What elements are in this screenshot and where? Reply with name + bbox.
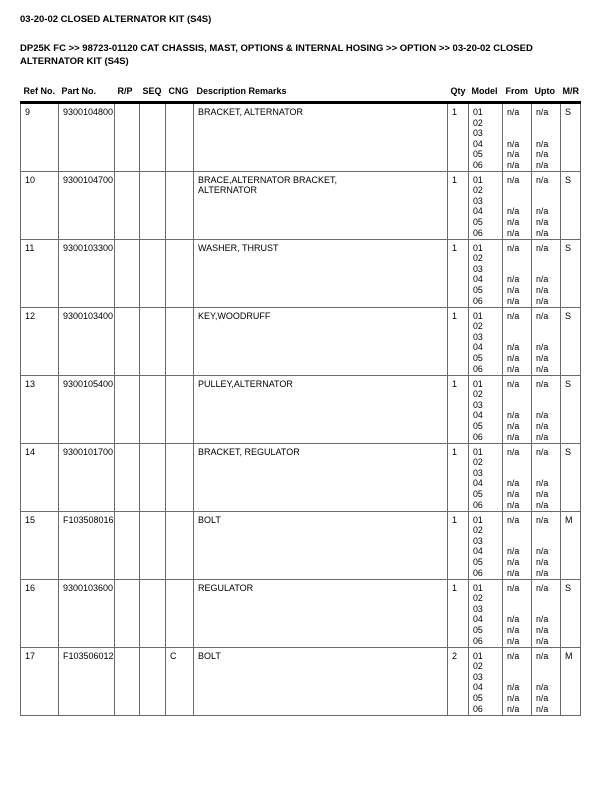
parts-table bbox=[20, 86, 581, 716]
column-header-part-no: Part No. bbox=[59, 86, 115, 103]
upto-value bbox=[536, 118, 559, 129]
mr-cell: S bbox=[561, 443, 581, 511]
rp-cell bbox=[115, 647, 140, 715]
qty-cell: 1 bbox=[448, 103, 469, 172]
model-value: 04 bbox=[473, 274, 483, 285]
description-cell bbox=[194, 239, 448, 307]
column-header-from: From bbox=[503, 86, 532, 103]
description-line: WASHER, THRUST bbox=[198, 242, 279, 253]
description-line: BOLT bbox=[198, 650, 221, 661]
upto-value: n/a bbox=[536, 274, 549, 285]
rp-cell bbox=[115, 307, 140, 375]
ref-no-cell: 15 bbox=[21, 511, 59, 579]
model-value: 04 bbox=[473, 206, 483, 217]
from-value: n/a bbox=[507, 499, 520, 510]
from-value bbox=[507, 128, 530, 139]
description-line: REGULATOR bbox=[198, 582, 254, 593]
cng-cell bbox=[166, 103, 194, 172]
model-value: 03 bbox=[473, 399, 483, 410]
upto-value bbox=[536, 593, 559, 604]
mr-cell: S bbox=[561, 171, 581, 239]
from-cell bbox=[503, 579, 532, 647]
seq-cell bbox=[140, 579, 166, 647]
part-no-cell: F103508016 bbox=[59, 511, 115, 579]
part-no-cell: F103506012 bbox=[59, 647, 115, 715]
rp-cell bbox=[115, 239, 140, 307]
upto-value: n/a bbox=[536, 682, 549, 693]
model-value: 03 bbox=[473, 603, 483, 614]
rp-cell bbox=[115, 375, 140, 443]
qty-cell: 1 bbox=[448, 239, 469, 307]
model-value: 03 bbox=[473, 128, 483, 139]
seq-cell bbox=[140, 239, 166, 307]
from-value: n/a bbox=[507, 478, 520, 489]
from-value: n/a bbox=[507, 342, 520, 353]
model-value: 03 bbox=[473, 263, 483, 274]
from-value bbox=[507, 118, 530, 129]
upto-cell bbox=[532, 239, 561, 307]
from-value bbox=[507, 389, 530, 400]
model-value: 01 bbox=[473, 242, 483, 253]
qty-cell: 1 bbox=[448, 307, 469, 375]
table-row bbox=[21, 443, 581, 511]
model-value: 06 bbox=[473, 567, 483, 578]
upto-value: n/a bbox=[536, 227, 549, 238]
table-body bbox=[21, 103, 581, 716]
cng-cell bbox=[166, 239, 194, 307]
model-cell bbox=[469, 103, 503, 172]
upto-value bbox=[536, 672, 559, 683]
from-value: n/a bbox=[507, 284, 520, 295]
from-value bbox=[507, 332, 530, 343]
model-value: 04 bbox=[473, 682, 483, 693]
from-value: n/a bbox=[507, 216, 520, 227]
description-line: BRACKET, ALTERNATOR bbox=[198, 107, 304, 117]
upto-value bbox=[536, 457, 559, 468]
model-value: 06 bbox=[473, 635, 483, 646]
model-value: 02 bbox=[473, 253, 483, 264]
table-row bbox=[21, 647, 581, 715]
from-value: n/a bbox=[507, 514, 520, 525]
description-cell bbox=[194, 307, 448, 375]
model-value: 06 bbox=[473, 431, 483, 442]
from-value bbox=[507, 604, 530, 615]
from-value bbox=[507, 525, 530, 536]
upto-cell bbox=[532, 375, 561, 443]
upto-value: n/a bbox=[536, 284, 549, 295]
from-value: n/a bbox=[507, 703, 520, 714]
seq-cell bbox=[140, 443, 166, 511]
ref-no-cell: 12 bbox=[21, 307, 59, 375]
from-cell bbox=[503, 443, 532, 511]
upto-value: n/a bbox=[536, 159, 549, 170]
model-value: 02 bbox=[473, 661, 483, 672]
from-value bbox=[507, 400, 530, 411]
upto-value bbox=[536, 604, 559, 615]
model-value: 06 bbox=[473, 227, 483, 238]
model-cell bbox=[469, 239, 503, 307]
model-value: 06 bbox=[473, 499, 483, 510]
upto-value: n/a bbox=[536, 410, 549, 421]
from-value: n/a bbox=[507, 107, 520, 117]
table-header-row bbox=[21, 86, 581, 103]
upto-value: n/a bbox=[536, 342, 549, 353]
description-line: BRACE,ALTERNATOR BRACKET, bbox=[198, 174, 338, 185]
column-header-model: Model bbox=[469, 86, 503, 103]
rp-cell bbox=[115, 511, 140, 579]
model-value: 03 bbox=[473, 467, 483, 478]
from-value bbox=[507, 457, 530, 468]
from-value: n/a bbox=[507, 614, 520, 625]
upto-value: n/a bbox=[536, 431, 549, 442]
model-value: 04 bbox=[473, 546, 483, 557]
description-line: PULLEY,ALTERNATOR bbox=[198, 378, 293, 389]
model-cell bbox=[469, 647, 503, 715]
from-value: n/a bbox=[507, 692, 520, 703]
page-title: 03-20-02 CLOSED ALTERNATOR KIT (S4S) bbox=[20, 14, 212, 25]
upto-value bbox=[536, 389, 559, 400]
qty-cell: 1 bbox=[448, 579, 469, 647]
column-header-upto: Upto bbox=[532, 86, 561, 103]
ref-no-cell: 9 bbox=[21, 103, 59, 172]
upto-value: n/a bbox=[536, 703, 549, 714]
part-no-cell: 9300104800 bbox=[59, 103, 115, 172]
table-row bbox=[21, 511, 581, 579]
upto-value: n/a bbox=[536, 556, 549, 567]
model-cell bbox=[469, 307, 503, 375]
ref-no-cell: 16 bbox=[21, 579, 59, 647]
upto-value: n/a bbox=[536, 635, 549, 646]
breadcrumb: DP25K FC >> 98723-01120 CAT CHASSIS, MAST, OPTIONS & INTERNAL HOSING >> OPTION >> 03-20-02 CLOSED ALTERNATOR KIT (S4S) bbox=[20, 43, 533, 67]
upto-value bbox=[536, 185, 559, 196]
seq-cell bbox=[140, 647, 166, 715]
model-value: 06 bbox=[473, 159, 483, 170]
from-cell bbox=[503, 375, 532, 443]
mr-cell: S bbox=[561, 307, 581, 375]
upto-value: n/a bbox=[536, 310, 549, 321]
from-value: n/a bbox=[507, 446, 520, 457]
model-value: 01 bbox=[473, 310, 483, 321]
upto-value: n/a bbox=[536, 216, 549, 227]
seq-cell bbox=[140, 375, 166, 443]
from-value: n/a bbox=[507, 635, 520, 646]
model-value: 02 bbox=[473, 321, 483, 332]
from-value: n/a bbox=[507, 682, 520, 693]
from-value bbox=[507, 253, 530, 264]
model-value: 01 bbox=[473, 446, 483, 457]
from-value bbox=[507, 196, 530, 207]
model-cell bbox=[469, 443, 503, 511]
model-value: 06 bbox=[473, 363, 483, 374]
model-value: 06 bbox=[473, 295, 483, 306]
seq-cell bbox=[140, 307, 166, 375]
upto-value: n/a bbox=[536, 149, 549, 160]
from-value bbox=[507, 593, 530, 604]
upto-cell bbox=[532, 103, 561, 172]
upto-value bbox=[536, 196, 559, 207]
description-cell bbox=[194, 103, 448, 172]
table-row bbox=[21, 307, 581, 375]
upto-value bbox=[536, 536, 559, 547]
seq-cell bbox=[140, 103, 166, 172]
model-value: 01 bbox=[473, 514, 483, 525]
from-cell bbox=[503, 171, 532, 239]
from-cell bbox=[503, 239, 532, 307]
from-value: n/a bbox=[507, 488, 520, 499]
from-value: n/a bbox=[507, 546, 520, 557]
from-value bbox=[507, 672, 530, 683]
rp-cell bbox=[115, 579, 140, 647]
mr-cell: S bbox=[561, 375, 581, 443]
upto-value: n/a bbox=[536, 378, 549, 389]
model-cell bbox=[469, 375, 503, 443]
seq-cell bbox=[140, 171, 166, 239]
upto-value: n/a bbox=[536, 546, 549, 557]
upto-value: n/a bbox=[536, 420, 549, 431]
model-value: 03 bbox=[473, 331, 483, 342]
from-value: n/a bbox=[507, 624, 520, 635]
upto-cell bbox=[532, 579, 561, 647]
upto-value bbox=[536, 525, 559, 536]
ref-no-cell: 10 bbox=[21, 171, 59, 239]
model-value: 04 bbox=[473, 614, 483, 625]
upto-value: n/a bbox=[536, 478, 549, 489]
from-value: n/a bbox=[507, 159, 520, 170]
part-no-cell: 9300103300 bbox=[59, 239, 115, 307]
upto-value bbox=[536, 321, 559, 332]
model-value: 05 bbox=[473, 692, 483, 703]
cng-cell bbox=[166, 579, 194, 647]
model-value: 04 bbox=[473, 138, 483, 149]
upto-value: n/a bbox=[536, 138, 549, 149]
from-value bbox=[507, 264, 530, 275]
from-value bbox=[507, 468, 530, 479]
from-value bbox=[507, 536, 530, 547]
from-value bbox=[507, 321, 530, 332]
from-value: n/a bbox=[507, 138, 520, 149]
description-cell bbox=[194, 443, 448, 511]
ref-no-cell: 17 bbox=[21, 647, 59, 715]
description-cell bbox=[194, 579, 448, 647]
upto-value: n/a bbox=[536, 692, 549, 703]
model-value: 04 bbox=[473, 478, 483, 489]
column-header-m-r: M/R bbox=[561, 86, 581, 103]
from-value: n/a bbox=[507, 227, 520, 238]
model-value: 05 bbox=[473, 284, 483, 295]
cng-cell bbox=[166, 511, 194, 579]
from-value: n/a bbox=[507, 174, 520, 185]
column-header-description-remarks: Description Remarks bbox=[194, 86, 448, 103]
description-cell bbox=[194, 647, 448, 715]
column-header-qty: Qty bbox=[448, 86, 469, 103]
model-value: 06 bbox=[473, 703, 483, 714]
column-header-seq: SEQ bbox=[140, 86, 166, 103]
description-line: KEY,WOODRUFF bbox=[198, 310, 271, 321]
from-value: n/a bbox=[507, 582, 520, 593]
upto-value: n/a bbox=[536, 514, 549, 525]
mr-cell: M bbox=[561, 647, 581, 715]
model-value: 05 bbox=[473, 216, 483, 227]
model-cell bbox=[469, 579, 503, 647]
ref-no-cell: 14 bbox=[21, 443, 59, 511]
model-value: 01 bbox=[473, 650, 483, 661]
model-value: 01 bbox=[473, 107, 483, 117]
upto-value bbox=[536, 128, 559, 139]
cng-cell bbox=[166, 171, 194, 239]
description-line: BRACKET, REGULATOR bbox=[198, 446, 300, 457]
model-value: 05 bbox=[473, 624, 483, 635]
from-value: n/a bbox=[507, 567, 520, 578]
seq-cell bbox=[140, 511, 166, 579]
part-no-cell: 9300103400 bbox=[59, 307, 115, 375]
table-row bbox=[21, 239, 581, 307]
from-value: n/a bbox=[507, 650, 520, 661]
upto-value: n/a bbox=[536, 567, 549, 578]
upto-value: n/a bbox=[536, 624, 549, 635]
rp-cell bbox=[115, 103, 140, 172]
from-value: n/a bbox=[507, 556, 520, 567]
ref-no-cell: 13 bbox=[21, 375, 59, 443]
table-row bbox=[21, 579, 581, 647]
part-no-cell: 9300105400 bbox=[59, 375, 115, 443]
part-no-cell: 9300104700 bbox=[59, 171, 115, 239]
upto-value: n/a bbox=[536, 363, 549, 374]
upto-value bbox=[536, 332, 559, 343]
model-value: 05 bbox=[473, 352, 483, 363]
model-value: 02 bbox=[473, 389, 483, 400]
cng-cell bbox=[166, 375, 194, 443]
model-value: 05 bbox=[473, 420, 483, 431]
upto-value bbox=[536, 468, 559, 479]
from-value: n/a bbox=[507, 410, 520, 421]
table-row bbox=[21, 171, 581, 239]
from-cell bbox=[503, 307, 532, 375]
mr-cell: M bbox=[561, 511, 581, 579]
rp-cell bbox=[115, 443, 140, 511]
model-value: 03 bbox=[473, 535, 483, 546]
qty-cell: 2 bbox=[448, 647, 469, 715]
from-value: n/a bbox=[507, 206, 520, 217]
upto-value bbox=[536, 661, 559, 672]
upto-value: n/a bbox=[536, 107, 549, 117]
model-value: 01 bbox=[473, 378, 483, 389]
upto-cell bbox=[532, 511, 561, 579]
upto-value bbox=[536, 400, 559, 411]
cng-cell bbox=[166, 307, 194, 375]
model-value: 02 bbox=[473, 525, 483, 536]
upto-value: n/a bbox=[536, 650, 549, 661]
description-line: BOLT bbox=[198, 514, 221, 525]
table-row bbox=[21, 103, 581, 172]
model-value: 04 bbox=[473, 410, 483, 421]
upto-cell bbox=[532, 647, 561, 715]
upto-value bbox=[536, 264, 559, 275]
from-cell bbox=[503, 103, 532, 172]
from-value: n/a bbox=[507, 149, 520, 160]
model-value: 01 bbox=[473, 174, 483, 185]
upto-value: n/a bbox=[536, 614, 549, 625]
model-value: 02 bbox=[473, 593, 483, 604]
from-cell bbox=[503, 511, 532, 579]
from-value: n/a bbox=[507, 295, 520, 306]
cng-cell: C bbox=[166, 647, 194, 715]
from-value: n/a bbox=[507, 352, 520, 363]
ref-no-cell: 11 bbox=[21, 239, 59, 307]
model-value: 05 bbox=[473, 488, 483, 499]
column-header-ref-no: Ref No. bbox=[21, 86, 59, 103]
model-cell bbox=[469, 171, 503, 239]
model-value: 02 bbox=[473, 117, 483, 128]
from-value: n/a bbox=[507, 420, 520, 431]
upto-value: n/a bbox=[536, 352, 549, 363]
upto-value: n/a bbox=[536, 206, 549, 217]
upto-value: n/a bbox=[536, 499, 549, 510]
part-no-cell: 9300103600 bbox=[59, 579, 115, 647]
model-value: 03 bbox=[473, 671, 483, 682]
cng-cell bbox=[166, 443, 194, 511]
model-value: 02 bbox=[473, 457, 483, 468]
upto-value: n/a bbox=[536, 488, 549, 499]
description-line: ALTERNATOR bbox=[198, 185, 258, 196]
mr-cell: S bbox=[561, 579, 581, 647]
model-value: 04 bbox=[473, 342, 483, 353]
from-value: n/a bbox=[507, 310, 520, 321]
from-value: n/a bbox=[507, 274, 520, 285]
model-value: 03 bbox=[473, 195, 483, 206]
qty-cell: 1 bbox=[448, 171, 469, 239]
model-value: 05 bbox=[473, 149, 483, 160]
column-header-cng: CNG bbox=[166, 86, 194, 103]
mr-cell: S bbox=[561, 103, 581, 172]
table-row bbox=[21, 375, 581, 443]
upto-value: n/a bbox=[536, 295, 549, 306]
upto-value: n/a bbox=[536, 174, 549, 185]
from-value: n/a bbox=[507, 242, 520, 253]
from-value: n/a bbox=[507, 431, 520, 442]
upto-value: n/a bbox=[536, 582, 549, 593]
description-cell bbox=[194, 511, 448, 579]
part-no-cell: 9300101700 bbox=[59, 443, 115, 511]
upto-cell bbox=[532, 443, 561, 511]
from-value: n/a bbox=[507, 378, 520, 389]
description-cell bbox=[194, 375, 448, 443]
model-value: 01 bbox=[473, 582, 483, 593]
column-header-r-p: R/P bbox=[115, 86, 140, 103]
from-value: n/a bbox=[507, 363, 520, 374]
from-value bbox=[507, 661, 530, 672]
model-value: 05 bbox=[473, 556, 483, 567]
from-value bbox=[507, 185, 530, 196]
model-cell bbox=[469, 511, 503, 579]
upto-value: n/a bbox=[536, 446, 549, 457]
upto-value bbox=[536, 253, 559, 264]
qty-cell: 1 bbox=[448, 511, 469, 579]
qty-cell: 1 bbox=[448, 375, 469, 443]
rp-cell bbox=[115, 171, 140, 239]
from-cell bbox=[503, 647, 532, 715]
mr-cell: S bbox=[561, 239, 581, 307]
upto-cell bbox=[532, 171, 561, 239]
description-cell bbox=[194, 171, 448, 239]
upto-cell bbox=[532, 307, 561, 375]
upto-value: n/a bbox=[536, 242, 549, 253]
model-value: 02 bbox=[473, 185, 483, 196]
qty-cell: 1 bbox=[448, 443, 469, 511]
